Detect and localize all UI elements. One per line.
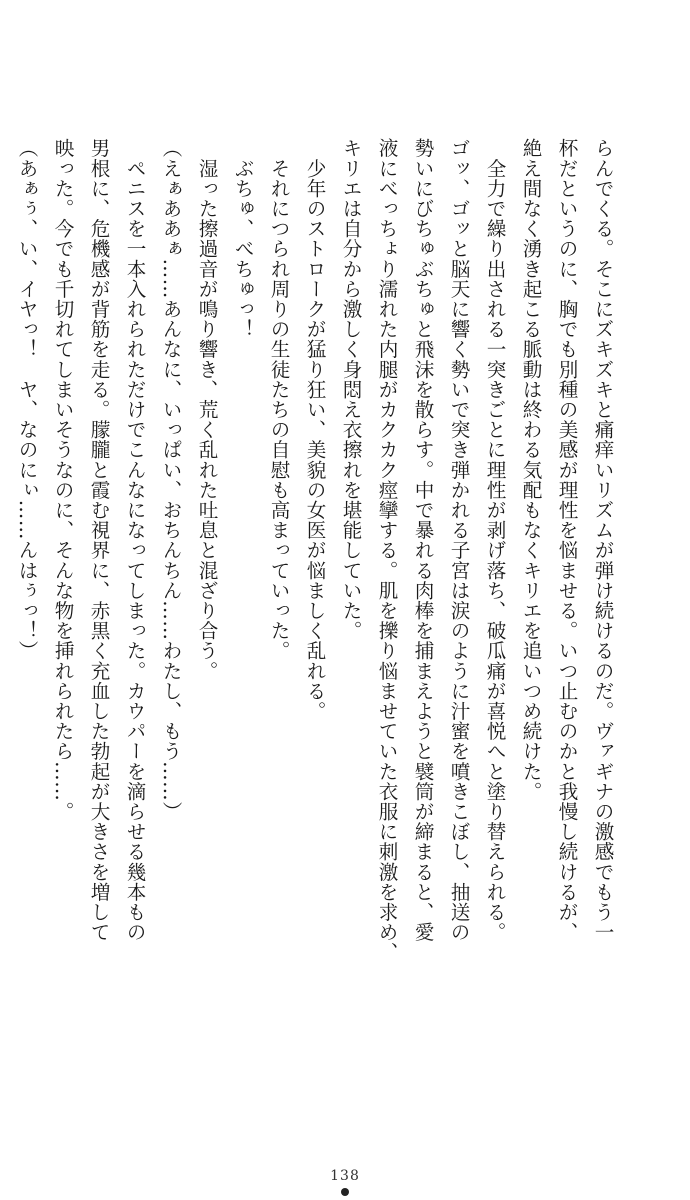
text-line-7: 液にべっちょり濡れた内腿がカクカク痙攣する。肌を擽り悩ませていた衣服に刺激を求め、: [375, 138, 398, 963]
text-line-14: ペニスを一本入れられただけでこんなになってしまった。カウパーを滴らせる幾本もの: [123, 138, 146, 942]
text-line-11: ぶちゅ、べちゅっ！: [231, 138, 254, 339]
vertical-text-body: [15, 138, 620, 1058]
text-line-13: （えぁああぁ……あんなに、いっぱい、おちんちん……わたし、もう……）: [159, 138, 182, 822]
text-line-2: 杯だというのに、胸でも別種の美感が理性を悩ませる。いつ止むのかと我慢し続けるが、: [555, 138, 578, 942]
page-dot-mark: [341, 1188, 349, 1196]
text-line-6: 勢いにびちゅぶちゅと飛沫を散らす。中で暴れる肉棒を捕まえようと襞筒が締まると、愛: [411, 138, 434, 942]
text-line-17: （あぁぅ、い、イヤっ！ ヤ、なのにぃ……んはぅっ！）: [15, 138, 38, 661]
text-line-10: それにつられ周りの生徒たちの自慰も高まっていった。: [267, 138, 290, 661]
text-line-3: 絶え間なく湧き起こる脈動は終わる気配もなくキリエを追いつめ続けた。: [519, 138, 542, 802]
text-line-5: ゴッ、ゴッと脳天に響く勢いで突き弾かれる子宮は涙のように汁蜜を噴きこぼし、抽送の: [447, 138, 470, 942]
text-line-15: 男根に、危機感が背筋を走る。朦朧と霞む視界に、赤黒く充血した勃起が大きさを増して: [87, 138, 110, 942]
text-line-4: 全力で繰り出される一突きごとに理性が剥げ落ち、破瓜痛が喜悦へと塗り替えられる。: [483, 138, 506, 942]
text-line-9: 少年のストロークが猛り狂い、美貌の女医が悩ましく乱れる。: [303, 138, 326, 721]
page-number: 138: [330, 1168, 360, 1184]
text-line-16: 映った。今でも千切れてしまいそうなのに、そんな物を挿れられたら……。: [51, 138, 74, 822]
text-line-8: キリエは自分から激しく身悶え衣擦れを堪能していた。: [339, 138, 362, 641]
text-line-1: らんでくる。そこにズキズキと痛痒いリズムが弾け続けるのだ。ヴァギナの激感でもう一: [591, 138, 614, 942]
text-line-12: 湿った擦過音が鳴り響き、荒く乱れた吐息と混ざり合う。: [195, 138, 218, 681]
